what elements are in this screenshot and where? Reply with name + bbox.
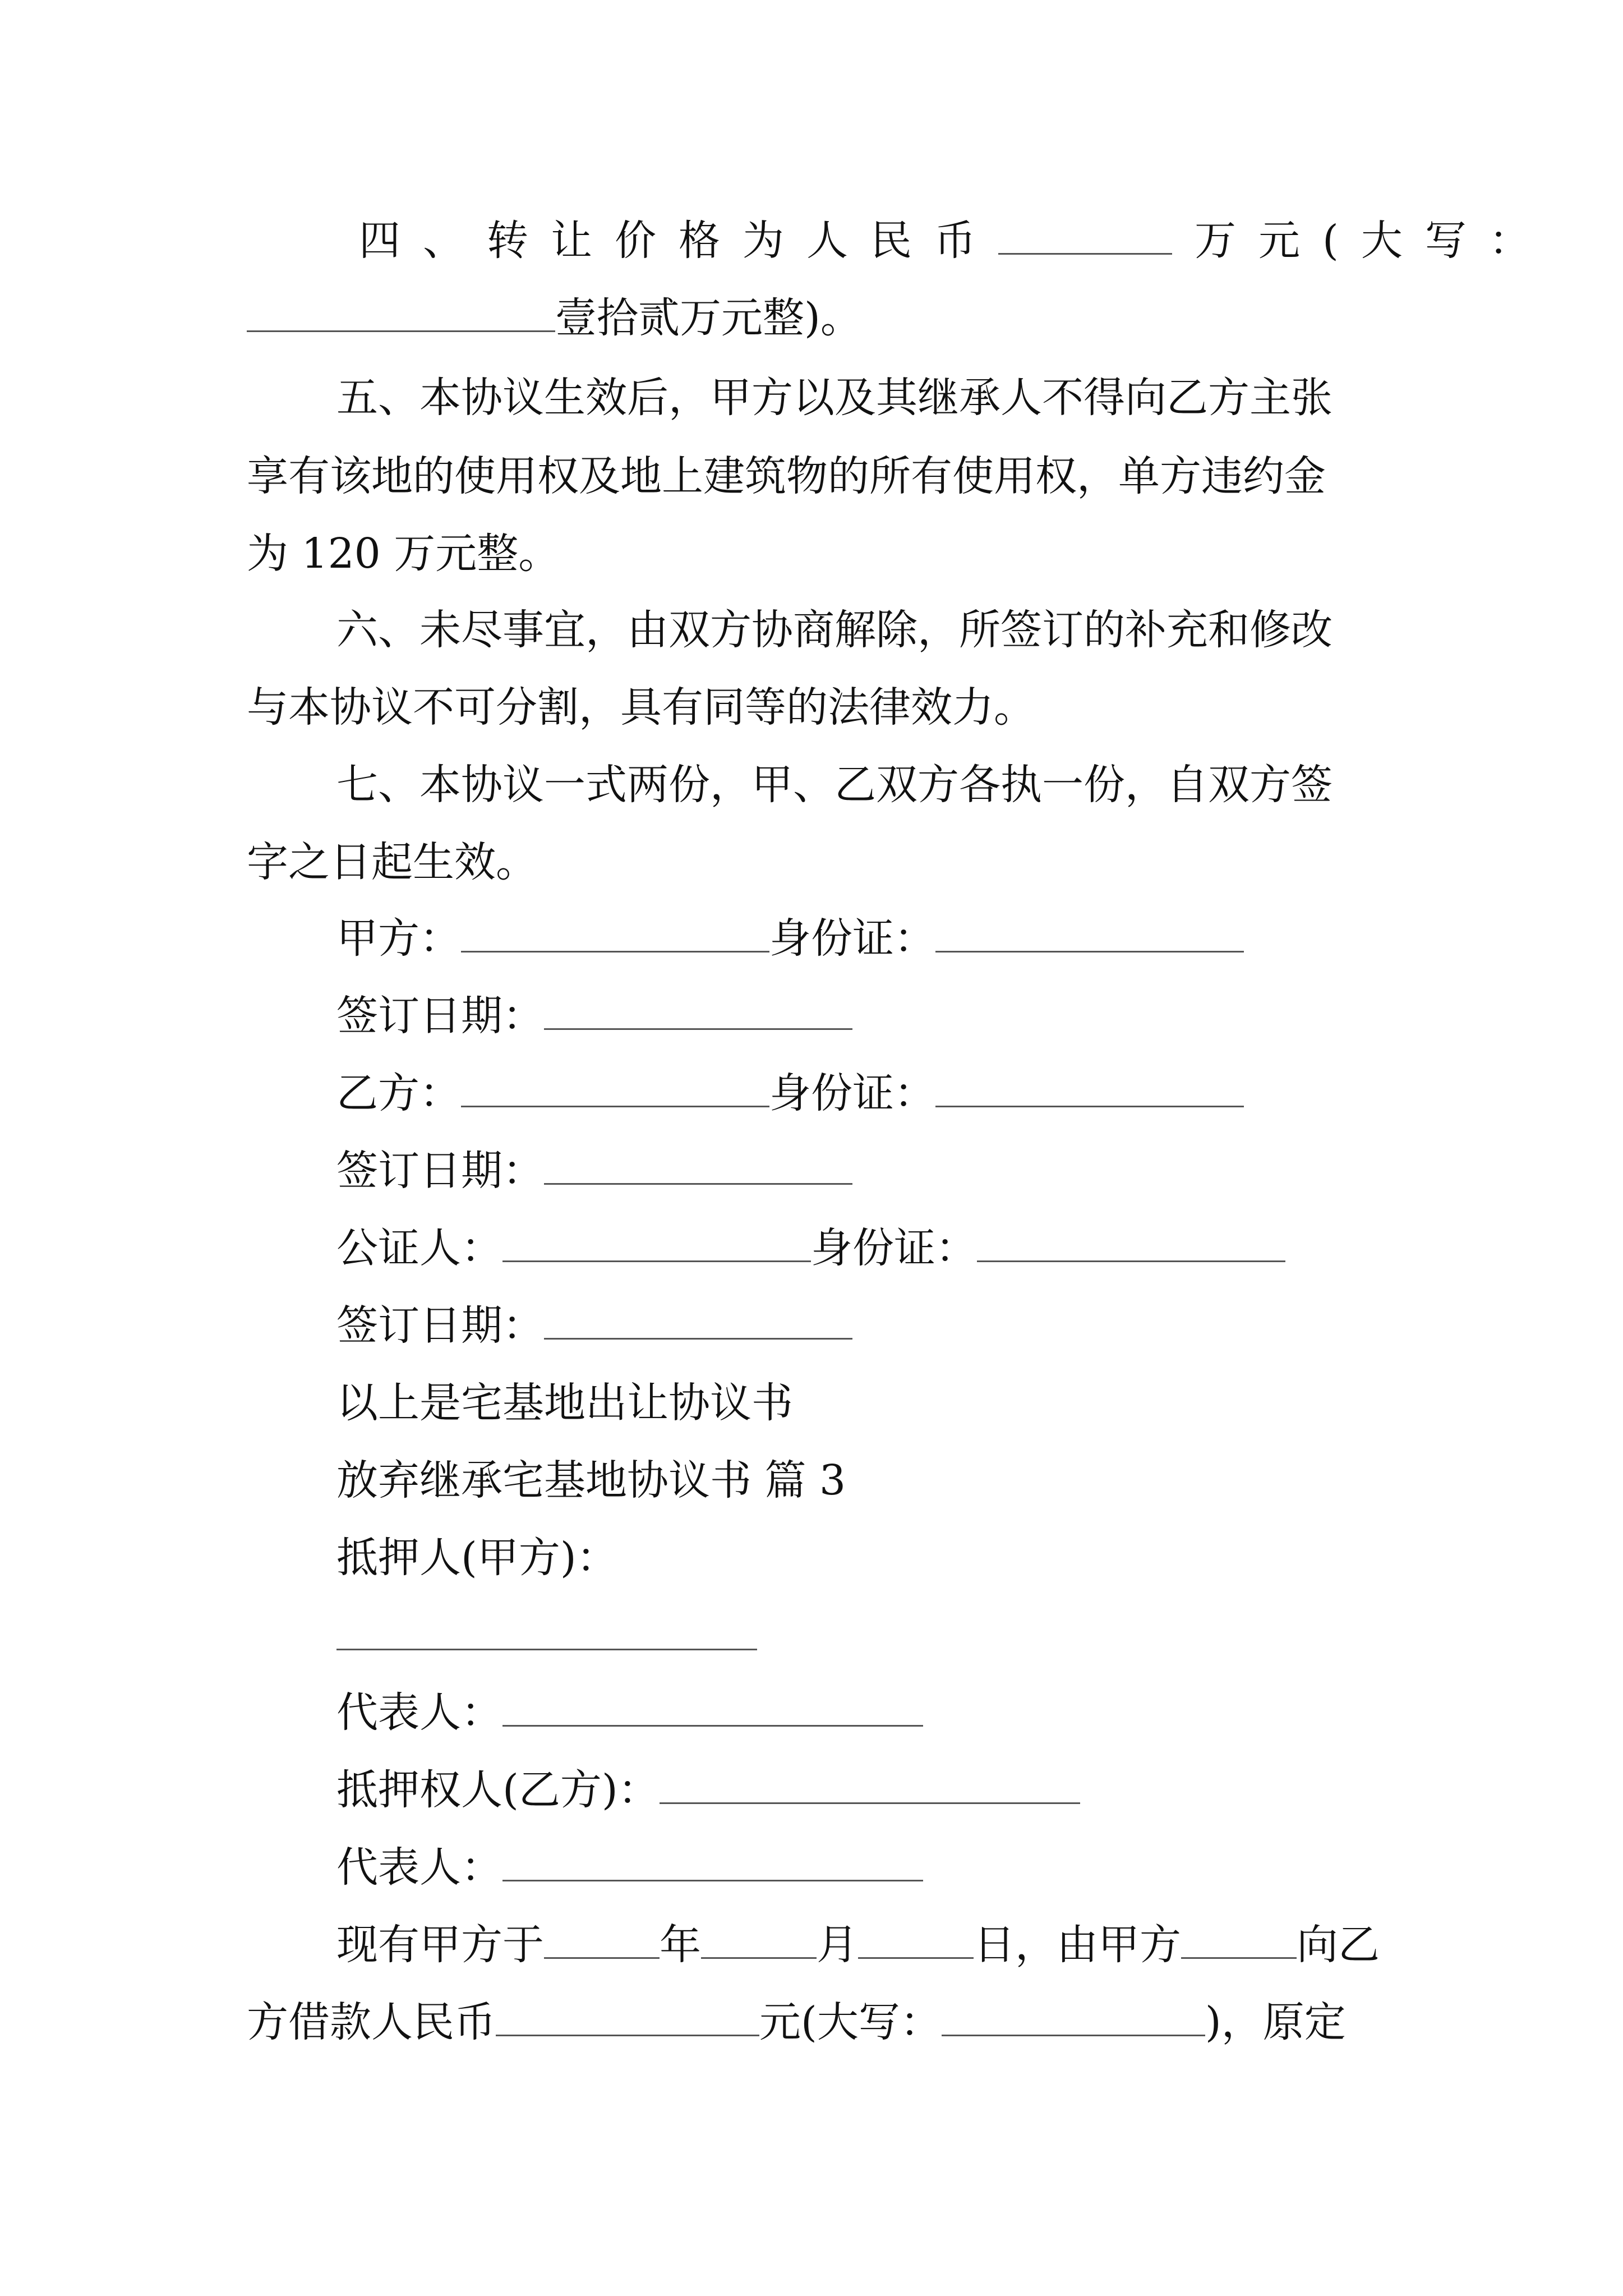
amount-capital-label: 元(大写： xyxy=(759,1998,942,2046)
notary-id-label: 身份证： xyxy=(811,1224,977,1272)
party-a-date-label: 签订日期： xyxy=(336,992,544,1040)
mortgagor-blank-row xyxy=(336,1616,757,1657)
party-a-date-row xyxy=(336,992,852,1040)
mortgagee-label: 抵押权人(乙方)： xyxy=(336,1766,660,1814)
notary-label: 公证人： xyxy=(336,1224,502,1272)
article-4-mid: 万元(大写： xyxy=(1195,217,1553,265)
loan-amount-blank[interactable] xyxy=(496,2003,759,2036)
mortgagor-rep-blank[interactable] xyxy=(502,1693,923,1727)
party-b-id-blank[interactable] xyxy=(935,1074,1244,1107)
party-b-date-label: 签订日期： xyxy=(336,1147,544,1195)
loan-line-2 xyxy=(247,1998,1346,2046)
article-5-line-3: 为 120 万元整。 xyxy=(247,530,560,578)
party-b-label: 乙方： xyxy=(336,1069,461,1117)
party-a-blank[interactable] xyxy=(461,919,769,953)
mortgagor-rep-label: 代表人： xyxy=(336,1688,502,1737)
month-blank[interactable] xyxy=(701,1925,817,1959)
mortgagor-rep-row xyxy=(336,1688,923,1737)
article-7-line-1: 七、本协议一式两份，甲、乙双方各执一份，自双方签 xyxy=(336,761,1332,809)
loan-capital-blank[interactable] xyxy=(942,2003,1205,2036)
day-blank[interactable] xyxy=(858,1925,974,1959)
article-5-line-1: 五、本协议生效后，甲方以及其继承人不得向乙方主张 xyxy=(336,374,1332,422)
mortgagor-label: 抵押人(甲方)： xyxy=(336,1534,618,1582)
party-a-id-label: 身份证： xyxy=(769,914,935,963)
price-capital-blank[interactable] xyxy=(247,298,555,332)
end-note: 以上是宅基地出让协议书 xyxy=(336,1379,793,1427)
notary-id-blank[interactable] xyxy=(977,1228,1285,1262)
mortgagee-rep-label: 代表人： xyxy=(336,1843,502,1892)
party-b-date-row xyxy=(336,1147,852,1195)
notary-blank[interactable] xyxy=(502,1228,811,1262)
price-blank[interactable] xyxy=(998,221,1172,255)
loan-prefix: 现有甲方于 xyxy=(336,1921,544,1969)
loan-line-1 xyxy=(336,1921,1380,1969)
month-label: 月 xyxy=(817,1921,858,1969)
borrow-label: 方借款人民币 xyxy=(247,1998,496,2046)
loan-line-close: )，原定 xyxy=(1205,1998,1346,2046)
year-label: 年 xyxy=(660,1921,701,1969)
party-a-id-blank[interactable] xyxy=(935,919,1244,953)
article-5-line-2: 享有该地的使用权及地上建筑物的所有使用权，单方违约金 xyxy=(247,452,1326,500)
party-b-row xyxy=(336,1069,1244,1117)
mortgagee-rep-row xyxy=(336,1843,923,1892)
party-b-id-label: 身份证： xyxy=(769,1069,935,1117)
article-6-line-1: 六、未尽事宜，由双方协商解除，所签订的补充和修改 xyxy=(336,606,1332,654)
article-7-line-2: 字之日起生效。 xyxy=(247,838,537,886)
mortgagor-blank[interactable] xyxy=(336,1617,757,1650)
article-4-head: 四、转让价格为人民币 xyxy=(359,217,998,265)
party-b-date-blank[interactable] xyxy=(544,1151,852,1185)
section-title: 放弃继承宅基地协议书 篇 3 xyxy=(336,1456,846,1504)
year-blank[interactable] xyxy=(544,1925,660,1959)
mortgagee-rep-blank[interactable] xyxy=(502,1848,923,1881)
notary-date-label: 签订日期： xyxy=(336,1301,544,1350)
to-party-b: 向乙 xyxy=(1297,1921,1380,1969)
article-4-line-2 xyxy=(247,294,862,342)
mortgagee-row xyxy=(336,1766,1080,1814)
notary-date-row xyxy=(336,1301,852,1350)
article-6-line-2: 与本协议不可分割，具有同等的法律效力。 xyxy=(247,683,1035,731)
notary-row xyxy=(336,1224,1285,1272)
party-a-row xyxy=(336,914,1244,963)
borrower-blank[interactable] xyxy=(1181,1925,1297,1959)
notary-date-blank[interactable] xyxy=(544,1306,852,1340)
party-b-blank[interactable] xyxy=(461,1074,769,1107)
mortgagee-blank[interactable] xyxy=(660,1770,1080,1804)
article-4-tail: 壹拾贰万元整)。 xyxy=(555,294,862,342)
party-a-date-blank[interactable] xyxy=(544,996,852,1030)
day-label: 日，由甲方 xyxy=(974,1921,1181,1969)
article-4-line-1 xyxy=(359,217,1553,265)
party-a-label: 甲方： xyxy=(336,914,461,963)
